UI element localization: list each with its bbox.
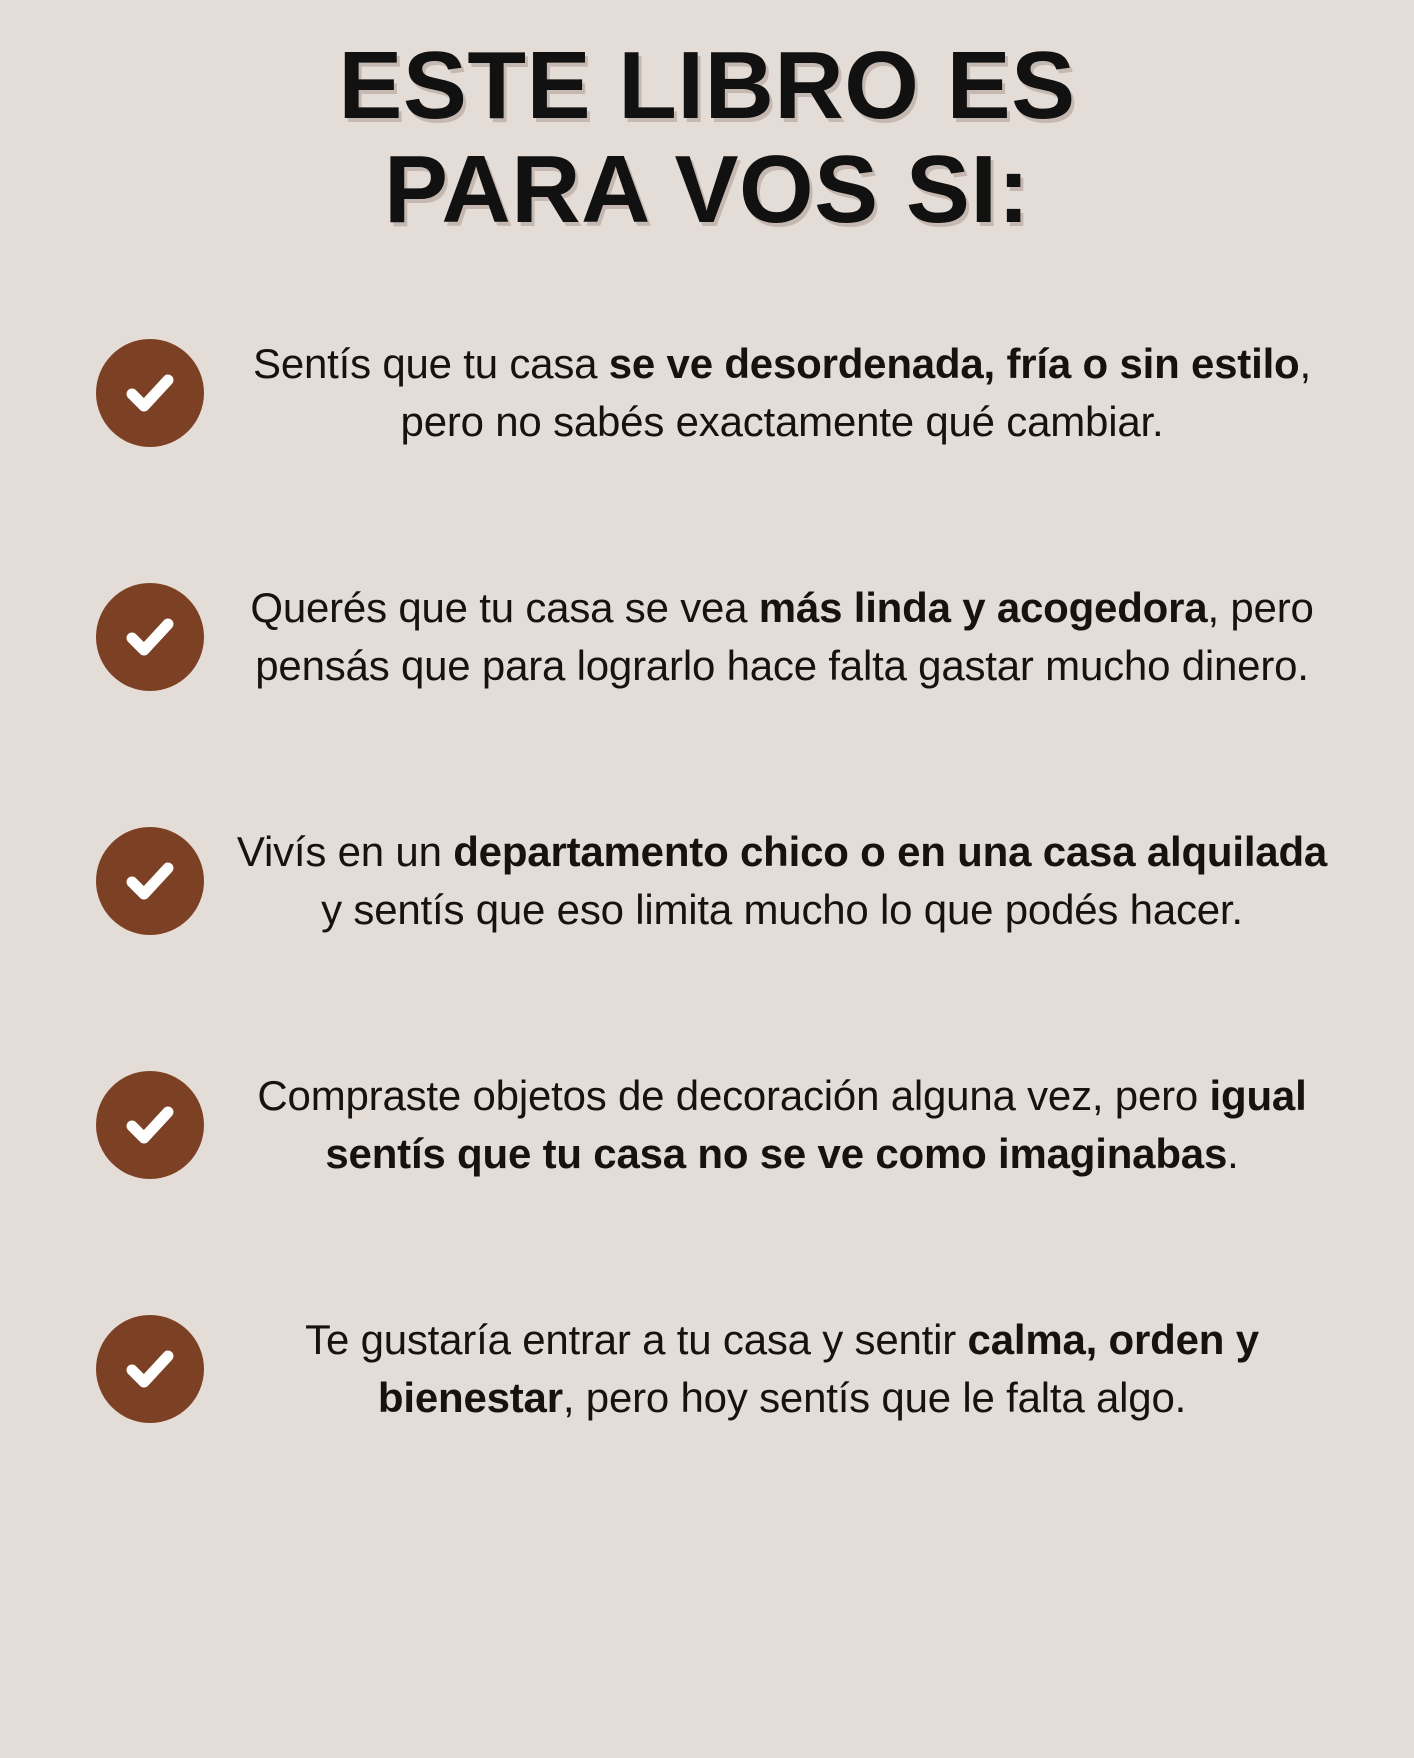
- list-item-text: Te gustaría entrar a tu casa y sentir calma, orden y bienestar, pero hoy sentís que le falta algo.: [305, 1315, 1259, 1421]
- check-icon: [96, 583, 204, 691]
- list-item-text: Sentís que tu casa se ve desordenada, fría o sin estilo, pero no sabés exactamente qué cambiar.: [253, 340, 1311, 446]
- headline-line-2: PARA VOS SI:: [383, 135, 1031, 243]
- list-item: [44, 1025, 1370, 1225]
- page-title: [338, 34, 1075, 241]
- list-item: [44, 293, 1370, 493]
- list-item-text: Querés que tu casa se vea más linda y acogedora, pero pensás que para lograrlo hace falta gastar mucho dinero.: [250, 584, 1314, 690]
- list-item: [44, 537, 1370, 737]
- check-icon: [96, 1071, 204, 1179]
- check-icon: [96, 1315, 204, 1423]
- checklist: [44, 293, 1370, 1469]
- list-item: [44, 781, 1370, 981]
- check-icon: [96, 827, 204, 935]
- list-item: [44, 1269, 1370, 1469]
- headline-line-1: ESTE LIBRO ES: [338, 32, 1076, 139]
- check-icon: [96, 339, 204, 447]
- list-item-text: Vivís en un departamento chico o en una casa alquilada y sentís que eso limita mucho lo que podés hacer.: [236, 828, 1328, 934]
- list-item-text: Compraste objetos de decoración alguna vez, pero igual sentís que tu casa no se ve como imaginabas.: [257, 1072, 1307, 1178]
